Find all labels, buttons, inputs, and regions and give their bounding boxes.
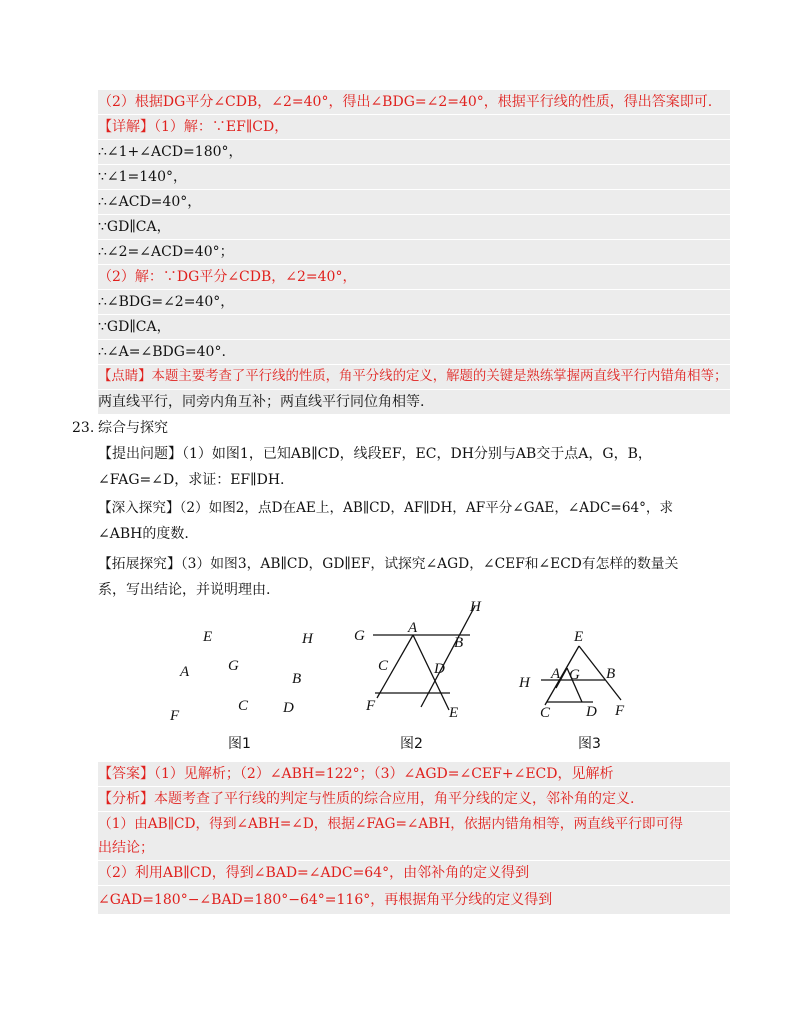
solution-line: （2）根据DG平分∠CDB，∠2=40°，得出∠BDG=∠2=40°，根据平行线的性质，得出答案即可. [98, 90, 730, 114]
key-point-line: 两直线平行，同旁内角互补；两直线平行同位角相等. [98, 390, 730, 414]
analysis-line: 出结论； [98, 836, 730, 860]
point-label: E [449, 705, 459, 721]
point-label: B [606, 666, 616, 682]
solution-line: ∵GD∥CA， [98, 315, 730, 339]
point-label: F [170, 708, 180, 724]
point-label: B [454, 635, 464, 651]
point-label: H [519, 675, 530, 691]
question-line: 【提出问题】（1）如图1，已知AB∥CD，线段EF，EC，DH分别与AB交于点A，G，B， [98, 446, 652, 462]
solution-line: 【详解】（1）解：∵EF∥CD， [98, 115, 730, 139]
point-label: F [366, 698, 376, 714]
point-label: A [408, 620, 418, 636]
answer-line: 【答案】（1）见解析；（2）∠ABH=122°；（3）∠AGD=∠CEF+∠ECD，见解析 [98, 762, 730, 786]
point-label: H [302, 631, 313, 647]
solution-line: ∵GD∥CA， [98, 215, 730, 239]
analysis-line: ∠GAD=180°−∠BAD=180°−64°=116°，再根据角平分线的定义得到 [98, 886, 730, 914]
solution-line: ∴∠A=∠BDG=40°. [98, 340, 730, 364]
figure-1-caption: 图1 [228, 736, 251, 752]
question-line: 【拓展探究】（3）如图3，AB∥CD，GD∥EF，试探究∠AGD，∠CEF和∠ECD有怎样的数量关 [98, 556, 679, 572]
solution-line: ∴∠ACD=40°， [98, 190, 730, 214]
question-line: 【深入探究】（2）如图2，点D在AE上，AB∥CD，AF∥DH，AF平分∠GAE，∠ADC=64°，求 [98, 500, 674, 516]
point-label: C [238, 698, 249, 714]
figure-3-caption: 图3 [578, 736, 601, 752]
solution-line: ∵∠1=140°， [98, 165, 730, 189]
point-label: B [292, 671, 302, 687]
point-label: A [180, 664, 190, 680]
point-label: D [283, 700, 294, 716]
key-point-line: 【点睛】本题主要考查了平行线的性质，角平分线的定义，解题的关键是熟练掌握两直线平行内错角相等； [98, 365, 730, 389]
question-line: 系，写出结论，并说明理由. [98, 582, 271, 598]
point-label: G [228, 658, 239, 674]
solution-line: ∴∠BDG=∠2=40°， [98, 290, 730, 314]
figure-2-caption: 图2 [400, 736, 423, 752]
point-label: G [569, 667, 580, 683]
analysis-line: 【分析】本题考查了平行线的判定与性质的综合应用，角平分线的定义，邻补角的定义. [98, 787, 730, 811]
analysis-line: （2）利用AB∥CD，得到∠BAD=∠ADC=64°，由邻补角的定义得到 [98, 861, 730, 885]
point-label: H [470, 599, 481, 615]
solution-line: （2）解：∵DG平分∠CDB，∠2=40°， [98, 265, 730, 289]
point-label: E [203, 629, 213, 645]
solution-line: ∴∠1+∠ACD=180°， [98, 140, 730, 164]
point-label: D [434, 661, 445, 677]
point-label: F [615, 703, 625, 719]
question-line: ∠FAG=∠D，求证：EF∥DH. [98, 472, 285, 488]
point-label: C [540, 705, 551, 721]
question-line: ∠ABH的度数. [98, 526, 189, 542]
point-label: A [551, 666, 561, 682]
point-label: C [378, 658, 389, 674]
analysis-line: （1）由AB∥CD，得到∠ABH=∠D，根据∠FAG=∠ABH，依据内错角相等，两直线平行即可得 [98, 812, 730, 836]
point-label: G [354, 628, 365, 644]
point-label: D [586, 704, 597, 720]
question-title: 综合与探究 [98, 420, 168, 436]
question-number: 23. [72, 420, 95, 436]
solution-line: ∴∠2=∠ACD=40°； [98, 240, 730, 264]
point-label: E [574, 629, 584, 645]
